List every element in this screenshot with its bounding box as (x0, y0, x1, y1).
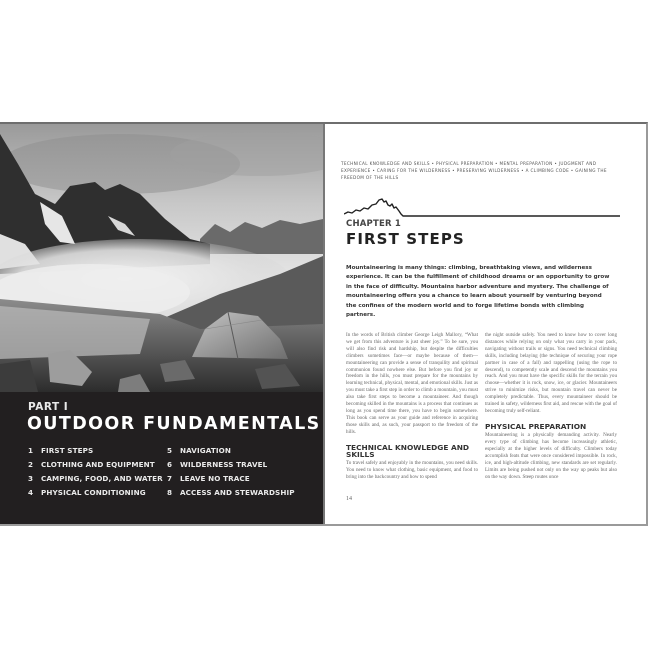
toc-item-first-steps[interactable] (28, 446, 93, 455)
part-title: OUTDOOR FUNDAMENTALS (27, 414, 321, 434)
right-page-chapter-opener (325, 124, 646, 524)
left-page-part-opener (0, 124, 325, 524)
body-column-left (346, 332, 478, 481)
body-paragraph: To travel safely and enjoyably in the mountains, you need skills. You need to know what clothing, basic equipment, and food to bring into the backcountry and how to spend (346, 460, 478, 480)
body-paragraph: Mountaineering is a physically demanding activity. Nearly every type of climbing has become increasingly athletic, especially at the higher levels of difficulty. Climbers today accomplish feats that were once considered impossible. In rock, ice, and high-altitude climbing, new standards are set regularly. Limits are being pushed not only on the way up peaks but also on the way down. Steep routes once (485, 432, 617, 480)
mountain-landscape-illustration (0, 124, 323, 392)
toc-label: CAMPING, FOOD, AND WATER (41, 474, 163, 483)
body-paragraph: the night outside safely. You need to know how to cover long distances while relying on only what you carry in your pack, navigating without trails or signs. You need technical climbing skills, including belaying (the technique of securing your rope partner in case of a fall) and rappelling (using the rope to descend), to competently scale and descend the mountains you reach. And you must have the specific skills for the terrain you choose—whether it is rock, snow, ice, or glacier. Mountaineers strive to minimize risks, but mountain travel can never be completely predictable. Thus, every mountaineer should be trained in safety, wilderness first aid, and rescue with the goal of becoming truly self-reliant. (485, 332, 617, 414)
book-spread (0, 122, 648, 526)
chapter-intro: Mountaineering is many things: climbing, breathtaking views, and wilderness experience. It can be the fulfillment of childhood dreams or an opportunity to grow in the face of difficulty. Mountains harbor adventure and mystery. The challenge of mountaineering offers you a chance to learn about yourself by venturing beyond the confines of the modern world and to forge lifetime bonds with climbing partners. (346, 265, 610, 319)
body-paragraph: In the words of British climber George Leigh Mallory, “What we get from this adventure is just sheer joy.” To be sure, you will also find risk and hardship, but despite the difficulties climbers sometimes face—or maybe because of them—mountaineering can provide a sense of tranquility and spiritual communion found nowhere else. But before you find joy or freedom in the hills, you must prepare for the mountains by learning technical, physical, mental, and emotional skills. Just as you must take a first step in order to climb a mountain, you must also take first steps to become a mountaineer. And though becoming skilled in the mountains is a process that continues as long as you spend time there, you have to begin somewhere. This book can serve as your guide and reference in acquiring those skills and, as such, your passport to the freedom of the hills. (346, 332, 478, 435)
mountain-camp-photo (0, 124, 323, 392)
toc-number: 5 (167, 446, 173, 455)
toc-number: 1 (28, 446, 34, 455)
toc-item-camping-food-water[interactable] (28, 474, 163, 483)
toc-number: 4 (28, 488, 34, 497)
toc-number: 6 (167, 460, 173, 469)
page-number: 14 (346, 496, 352, 502)
mountain-ridge-rule-icon (344, 197, 620, 219)
toc-label: CLOTHING AND EQUIPMENT (41, 460, 155, 469)
toc-label: NAVIGATION (180, 446, 231, 455)
toc-label: WILDERNESS TRAVEL (180, 460, 268, 469)
toc-number: 7 (167, 474, 173, 483)
toc-label: LEAVE NO TRACE (180, 474, 250, 483)
chapter-topics-list: TECHNICAL KNOWLEDGE AND SKILLS • PHYSICAL PREPARATION • MENTAL PREPARATION • JUDGMENT AND EXPERIENCE • CARING FOR THE WILDERNESS • PRESERVING WILDERNESS • A CLIMBING CODE • GAINING THE FREEDOM OF THE HILLS (341, 161, 607, 180)
toc-item-leave-no-trace[interactable] (167, 474, 250, 483)
toc-number: 3 (28, 474, 34, 483)
toc-number: 2 (28, 460, 34, 469)
section-heading-physical-preparation: PHYSICAL PREPARATION (485, 421, 587, 431)
toc-item-clothing-and-equipment[interactable] (28, 460, 155, 469)
toc-number: 8 (167, 488, 173, 497)
chapter-title: FIRST STEPS (346, 230, 465, 248)
toc-item-navigation[interactable] (167, 446, 231, 455)
body-column-right (485, 332, 617, 480)
toc-label: PHYSICAL CONDITIONING (41, 488, 146, 497)
toc-item-wilderness-travel[interactable] (167, 460, 267, 469)
toc-item-physical-conditioning[interactable] (28, 488, 146, 497)
part-label: PART I (28, 401, 69, 413)
toc-label: ACCESS AND STEWARDSHIP (180, 488, 295, 497)
toc-item-access-and-stewardship[interactable] (167, 488, 295, 497)
chapter-label: CHAPTER 1 (346, 219, 401, 229)
section-heading-technical-knowledge: TECHNICAL KNOWLEDGE AND SKILLS (346, 442, 470, 459)
toc-label: FIRST STEPS (41, 446, 94, 455)
